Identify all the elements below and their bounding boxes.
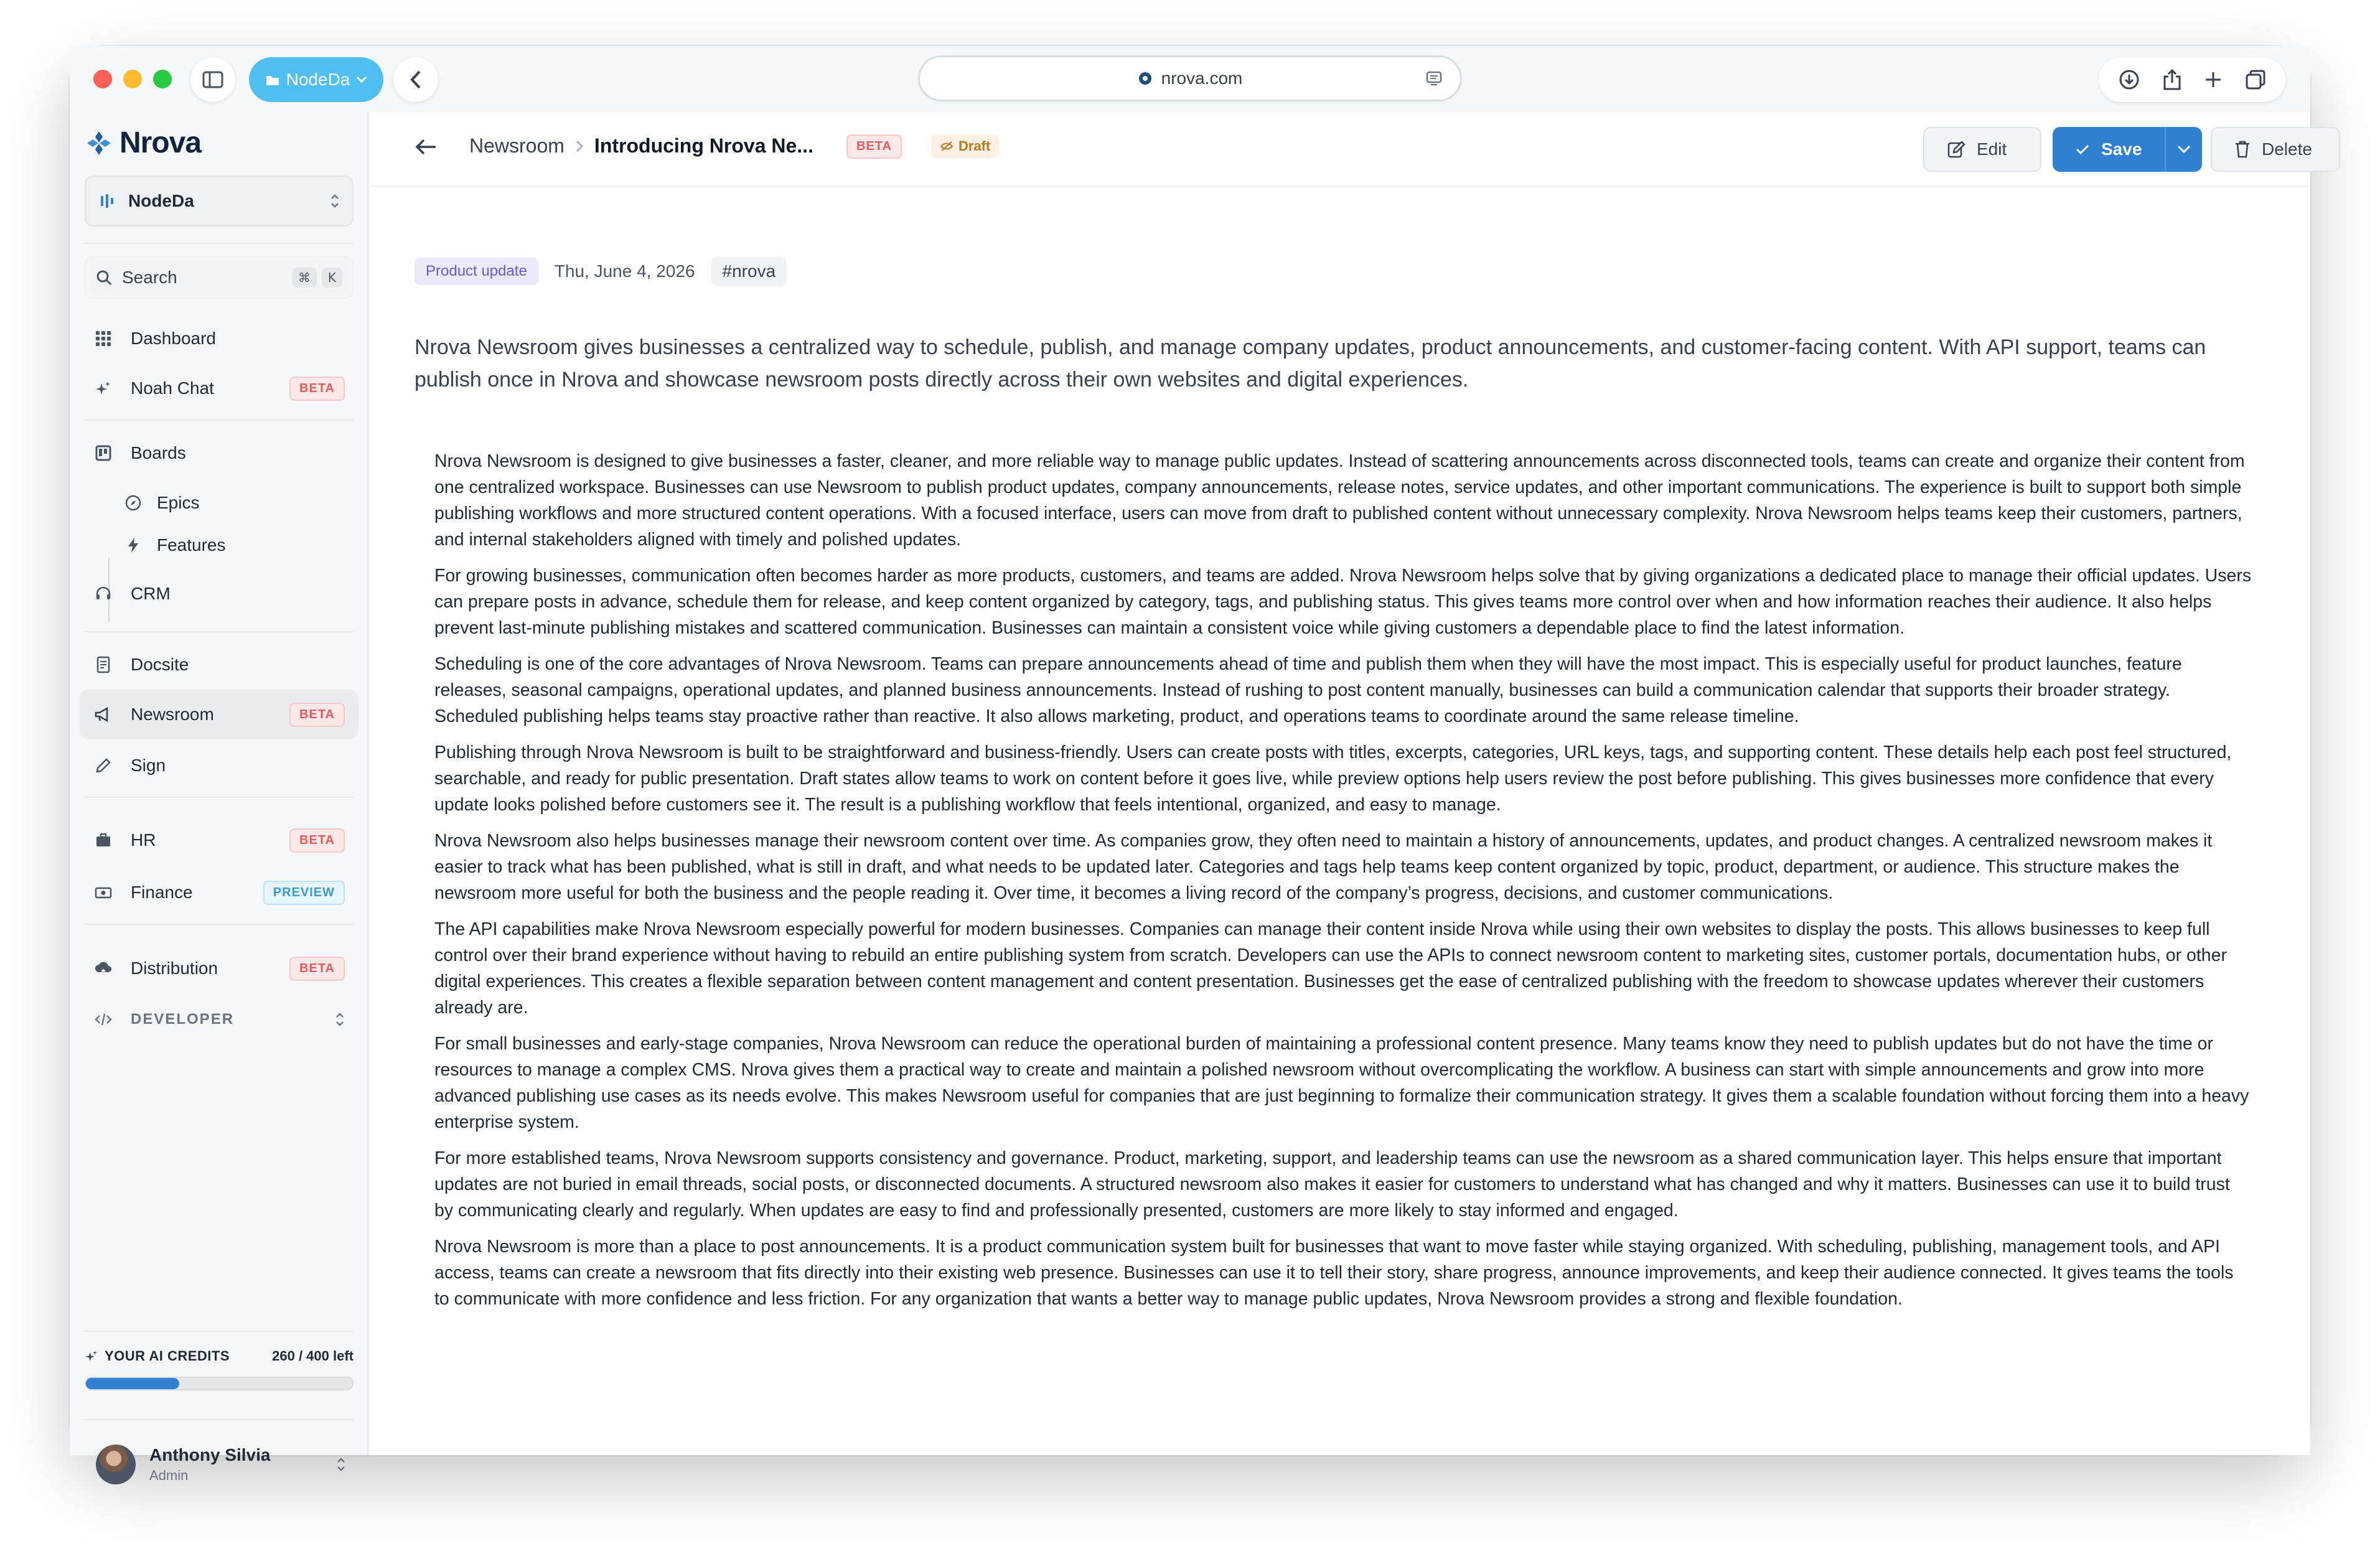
body-paragraph: The API capabilities make Nrova Newsroom especially powerful for modern businesses. Companies can manage their content inside Nrova while using their own websites to display the posts. This allows businesses to keep full control over their brand experience without having to rebuild an entire publishing system from scratch. Developers can use the APIs to connect newsroom content to marketing sites, customer portals, documentation hubs, or other digital experiences. This creates a flexible separation between content management and content presentation. Businesses get the ease of centralized publishing with the freedom to showcase updates wherever their customers already are. bbox=[434, 919, 2228, 1018]
sidebar-item-newsroom[interactable] bbox=[80, 690, 358, 739]
draft-label: Draft bbox=[958, 138, 991, 154]
sidebar-item-boards[interactable] bbox=[80, 428, 358, 478]
cash-icon bbox=[93, 883, 113, 902]
address-bar[interactable] bbox=[920, 57, 1460, 100]
sidebar-item-label: Epics bbox=[157, 493, 200, 512]
pen-icon bbox=[93, 756, 113, 775]
sidebar-item-docsite[interactable] bbox=[80, 640, 358, 690]
delete-label: Delete bbox=[2262, 139, 2312, 159]
sparkle-icon bbox=[85, 1349, 98, 1363]
close-window-button[interactable] bbox=[93, 70, 112, 88]
workspace-icon bbox=[98, 192, 116, 210]
avatar bbox=[96, 1445, 136, 1484]
new-tab-icon[interactable] bbox=[2203, 70, 2223, 90]
chevron-down-icon bbox=[356, 76, 367, 83]
sidebar-item-dashboard[interactable] bbox=[80, 314, 358, 363]
megaphone-icon bbox=[93, 705, 113, 724]
body-paragraph: Nrova Newsroom also helps businesses manage their newsroom content over time. As companies grow, they often need to maintain a history of announcements, updates, and product changes. A centralized newsroom makes it easier to track what has been published, what is still in draft, and what needs to be updated later. Categories and tags help teams keep content organized by topic, product, department, or audience. This structure makes the newsroom more useful for both the business and the people reading it. Over time, it becomes a living record of the company’s progress, decisions, and customer communications. bbox=[434, 831, 2213, 903]
sidebar-divider bbox=[85, 243, 354, 244]
user-name: Anthony Silvia bbox=[149, 1445, 271, 1464]
edit-icon bbox=[1947, 140, 1965, 159]
chevron-down-icon bbox=[2177, 145, 2191, 154]
browser-window bbox=[70, 46, 2312, 1483]
body-paragraph: For more established teams, Nrova Newsroom supports consistency and governance. Product, marketing, support, and leadership teams can use the newsroom as a shared communication layer. This helps ensure that important updates are not buried in email threads, social posts, or disconnected documents. A structured newsroom also makes it easier for customers to understand what has changed and why it matters. Businesses can use it to build trust by communicating clearly and regularly. When updates are easy to find and professionally presented, customers are more likely to stay informed and engaged. bbox=[434, 1148, 2230, 1220]
window-controls bbox=[93, 70, 172, 88]
sidebar-item-label: Finance bbox=[131, 883, 193, 902]
breadcrumb bbox=[469, 134, 813, 157]
body-paragraph: Publishing through Nrova Newsroom is built to be straightforward and business-friendly. Users can create posts with titles, excerpts, categories, URL keys, tags, and supporting content. These details help each post feel structured, searchable, and ready for public presentation. Draft states allow teams to work on content before it goes live, while preview options help users review the post before publishing. This gives businesses more confidence that every update looks polished before customers see it. The result is a publishing workflow that feels intentional, organized, and easy to manage. bbox=[434, 743, 2232, 815]
hashtag-badge[interactable]: #nrova bbox=[711, 256, 787, 286]
sidebar-item-label: HR bbox=[131, 830, 156, 850]
compass-icon bbox=[123, 493, 143, 513]
body-paragraph: Nrova Newsroom is designed to give businesses a faster, cleaner, and more reliable way to manage public updates. Instead of scattering announcements across disconnected tools, teams can create and organize their content from one centralized workspace. Businesses can use Newsroom to publish product updates, company announcements, release notes, service updates, and other important communications. The experience is built to support both simple publishing workflows and more structured content operations. With a focused interface, users can move from draft to published content without unnecessary complexity. Nrova Newsroom helps teams keep their customers, partners, and internal stakeholders aligned with timely and polished updates. bbox=[434, 451, 2245, 550]
sidebar-item-features[interactable] bbox=[80, 520, 358, 570]
browser-back-button[interactable] bbox=[393, 57, 438, 102]
tab-group-button[interactable] bbox=[249, 57, 383, 102]
document-icon bbox=[93, 655, 113, 675]
sidebar-item-label: CRM bbox=[131, 584, 171, 603]
breadcrumb-current: Introducing Nrova Ne... bbox=[594, 134, 813, 157]
folder-icon bbox=[265, 73, 280, 87]
post-date: Thu, June 4, 2026 bbox=[554, 261, 695, 281]
body-paragraph: Scheduling is one of the core advantages of Nrova Newsroom. Teams can prepare announcements ahead of time and publish them when they will have the most impact. This is especially useful for product launches, feature releases, seasonal campaigns, operational updates, and planned business announcements. Instead of rushing to post content manually, businesses can build a communication calendar that supports their broader strategy. Scheduled publishing helps teams stay proactive rather than reactive. It also allows marketing, product, and operations teams to coordinate around the same release timeline. bbox=[434, 654, 2182, 726]
post-body bbox=[434, 448, 2252, 1322]
save-button[interactable] bbox=[2053, 127, 2165, 172]
save-options-button[interactable] bbox=[2165, 127, 2202, 172]
sidebar-item-label: Features bbox=[157, 535, 226, 555]
sidebar-toggle-button[interactable] bbox=[190, 57, 235, 102]
post-meta bbox=[415, 256, 787, 286]
reader-mode-icon[interactable] bbox=[1425, 70, 1443, 91]
sidebar-item-label: Docsite bbox=[131, 655, 189, 674]
workspace-switcher[interactable] bbox=[85, 176, 354, 227]
user-role: Admin bbox=[149, 1468, 189, 1483]
eye-off-icon bbox=[940, 141, 953, 152]
browser-toolbar bbox=[70, 46, 2310, 112]
body-paragraph: Nrova Newsroom is more than a place to post announcements. It is a product communication system built for businesses that want to move faster while staying organized. With scheduling, publishing, management tools, and API access, teams can create a newsroom that fits directly into their existing web presence. Businesses can use it to tell their story, share progress, announce improvements, and keep their audience connected. It gives teams the tools to communicate with more confidence and less friction. For any organization that wants a better way to manage public updates, Nrova Newsroom provides a strong and flexible foundation. bbox=[434, 1237, 2234, 1309]
draft-status-badge bbox=[931, 134, 999, 158]
sidebar-item-label: Sign bbox=[131, 756, 166, 775]
sidebar-item-label: Newsroom bbox=[131, 705, 214, 724]
ai-credits bbox=[85, 1348, 354, 1390]
tab-group-label: NodeDa bbox=[286, 70, 350, 89]
search-shortcut bbox=[292, 268, 342, 288]
chevron-up-down-icon bbox=[336, 1456, 346, 1473]
sidebar-item-label: Noah Chat bbox=[131, 378, 214, 398]
credits-value: 260 / 400 left bbox=[272, 1348, 354, 1364]
chevron-up-down-icon bbox=[330, 193, 340, 209]
credits-progress-fill bbox=[86, 1378, 179, 1389]
chevron-up-down-icon bbox=[335, 1011, 345, 1028]
chevron-left-icon bbox=[410, 70, 422, 90]
sidebar-icon bbox=[202, 71, 223, 88]
sidebar-item-developer[interactable] bbox=[80, 995, 358, 1044]
breadcrumb-newsroom-link[interactable]: Newsroom bbox=[469, 134, 565, 157]
sidebar-divider bbox=[85, 419, 354, 421]
edit-button[interactable] bbox=[1923, 127, 2041, 172]
sidebar-item-crm[interactable] bbox=[80, 569, 358, 619]
headset-icon bbox=[93, 584, 113, 604]
sidebar-divider bbox=[85, 631, 354, 632]
minimize-window-button[interactable] bbox=[123, 70, 142, 88]
board-icon bbox=[93, 443, 113, 463]
post-header bbox=[370, 112, 2310, 187]
sidebar-item-label: Boards bbox=[131, 443, 186, 462]
lightning-icon bbox=[123, 535, 143, 555]
category-badge[interactable]: Product update bbox=[415, 258, 538, 285]
delete-button[interactable] bbox=[2211, 127, 2340, 172]
beta-badge: BETA bbox=[289, 377, 345, 401]
search-label: Search bbox=[122, 268, 177, 287]
sidebar-item-hr[interactable] bbox=[80, 815, 358, 865]
trash-icon bbox=[2234, 140, 2251, 159]
url-text: nrova.com bbox=[1161, 68, 1243, 88]
search-input[interactable] bbox=[85, 256, 354, 299]
sidebar-divider bbox=[85, 924, 354, 925]
user-menu[interactable] bbox=[85, 1430, 354, 1499]
credits-label: YOUR AI CREDITS bbox=[105, 1348, 230, 1364]
sparkle-icon bbox=[93, 378, 113, 398]
code-icon bbox=[93, 1010, 113, 1029]
download-icon[interactable] bbox=[2118, 68, 2140, 91]
beta-badge: BETA bbox=[289, 957, 345, 981]
edit-label: Edit bbox=[1977, 139, 2007, 159]
maximize-window-button[interactable] bbox=[153, 70, 172, 88]
credits-progress-bar bbox=[85, 1377, 354, 1390]
cloud-upload-icon bbox=[93, 958, 113, 978]
workspace-name: NodeDa bbox=[128, 191, 194, 210]
sidebar-item-finance[interactable] bbox=[80, 868, 358, 917]
app-logo[interactable] bbox=[85, 126, 201, 160]
check-icon bbox=[2075, 143, 2090, 156]
back-button[interactable] bbox=[415, 137, 438, 160]
search-icon bbox=[96, 269, 112, 286]
preview-badge: PREVIEW bbox=[263, 881, 345, 905]
sidebar-item-label: Distribution bbox=[131, 958, 218, 978]
chevron-right-icon bbox=[576, 140, 583, 152]
share-icon[interactable] bbox=[2162, 68, 2182, 91]
tab-overview-icon[interactable] bbox=[2245, 69, 2266, 90]
logo-text: Nrova bbox=[119, 126, 202, 159]
sidebar bbox=[70, 112, 368, 1483]
beta-badge: BETA bbox=[846, 134, 902, 159]
site-favicon-icon bbox=[1138, 71, 1153, 86]
sidebar-item-noah-chat[interactable] bbox=[80, 363, 358, 413]
sidebar-divider bbox=[85, 797, 354, 798]
nrova-logo-icon bbox=[85, 129, 113, 157]
beta-badge: BETA bbox=[289, 703, 345, 727]
briefcase-icon bbox=[93, 830, 113, 850]
post-excerpt: Nrova Newsroom gives businesses a centralized way to schedule, publish, and manage company updates, product announcements, and customer-facing content. With API support, teams can publish once in Nrova and showcase newsroom posts directly across their own websites and digital experiences. bbox=[415, 335, 2206, 391]
save-label: Save bbox=[2101, 139, 2142, 159]
body-paragraph: For growing businesses, communication often becomes harder as more products, customers, and teams are added. Nrova Newsroom helps solve that by giving organizations a dedicated place to manage their official updates. Users can prepare posts in advance, schedule them for release, and keep content organized by category, tags, and publishing status. This gives teams more control over when and how information reaches their audience. It also helps prevent last-minute publishing mistakes and scattered communication. Businesses can maintain a consistent voice while giving customers a dependable place to find the latest information. bbox=[434, 566, 2252, 638]
sidebar-item-label: Dashboard bbox=[131, 329, 216, 348]
sidebar-item-label: DEVELOPER bbox=[131, 1011, 235, 1028]
sidebar-divider bbox=[85, 1419, 354, 1420]
sidebar-item-distribution[interactable] bbox=[80, 944, 358, 993]
beta-badge: BETA bbox=[289, 828, 345, 853]
grid-icon bbox=[93, 329, 113, 349]
shortcut-key-k: K bbox=[322, 268, 342, 288]
sidebar-divider bbox=[85, 1331, 354, 1332]
browser-actions bbox=[2099, 57, 2285, 102]
sidebar-item-sign[interactable] bbox=[80, 741, 358, 790]
main-content bbox=[370, 112, 2310, 1455]
shortcut-key-cmd: ⌘ bbox=[292, 268, 317, 288]
arrow-left-icon bbox=[415, 137, 438, 157]
body-paragraph: For small businesses and early-stage companies, Nrova Newsroom can reduce the operational burden of maintaining a professional content presence. Many teams know they need to publish updates but do not have the time or resources to manage a complex CMS. Nrova gives them a practical way to create and maintain a polished newsroom without overcomplicating the workflow. A business can start with simple announcements and grow into more advanced publishing use cases as its needs evolve. This makes Newsroom useful for companies that are just beginning to formalize their communication strategy. It gives them a scalable foundation without forcing them into a heavy enterprise system. bbox=[434, 1034, 2249, 1132]
